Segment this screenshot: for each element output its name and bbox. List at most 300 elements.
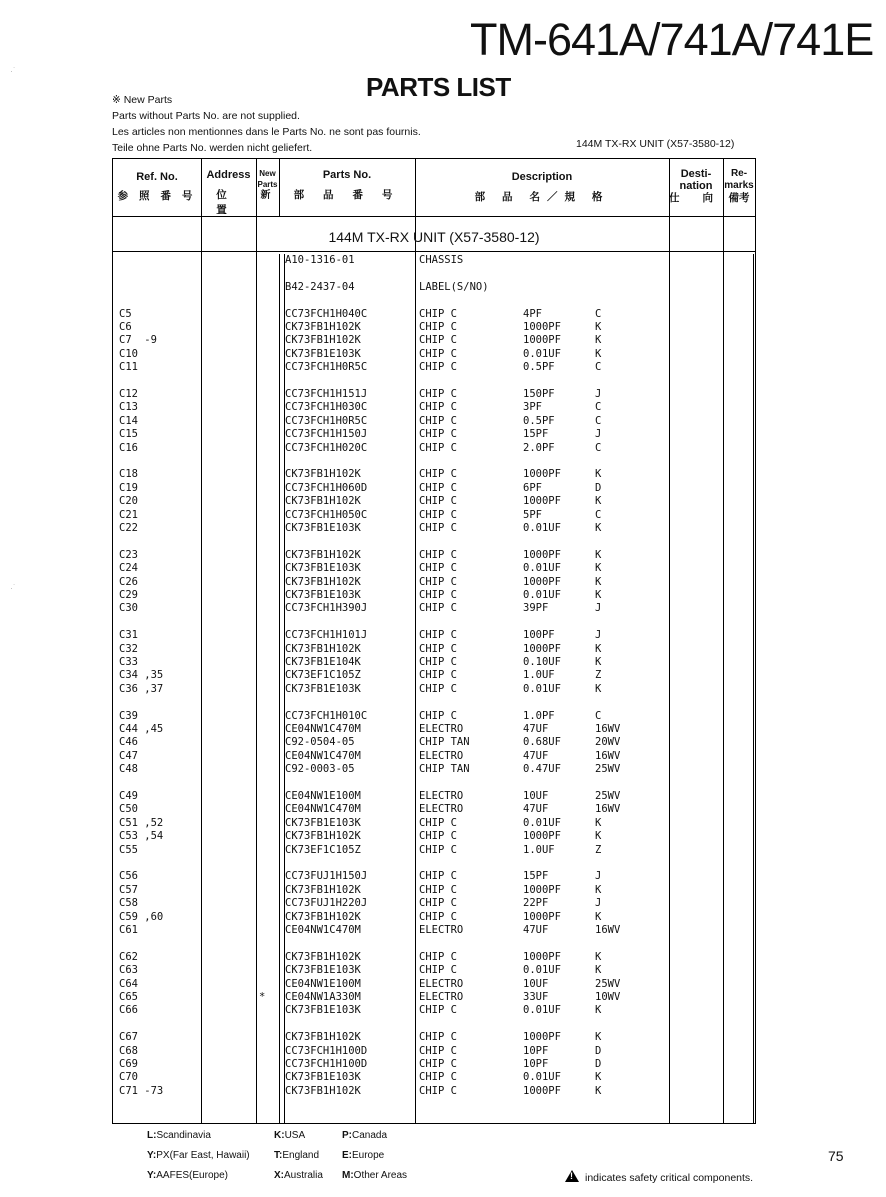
part-number-cell: CK73FB1H102K bbox=[285, 1031, 361, 1044]
rating-cell: K bbox=[595, 321, 602, 333]
rating-cell: 25WV bbox=[595, 790, 621, 802]
value-cell: 3PF bbox=[523, 401, 542, 414]
value-cell: 0.01UF bbox=[523, 562, 561, 575]
description-cell: CHIP C bbox=[419, 910, 457, 923]
legend-code: Y: bbox=[147, 1170, 157, 1181]
ref-cell: C69 bbox=[119, 1058, 138, 1070]
value-cell: 0.47UF bbox=[523, 763, 561, 776]
col-desc-label: Description bbox=[511, 171, 573, 183]
value-cell: 1000PF bbox=[523, 883, 561, 896]
description-cell: CHIP C bbox=[419, 830, 457, 843]
value-cell: 100PF bbox=[523, 629, 555, 642]
part-number-cell: CK73EF1C105Z bbox=[285, 843, 361, 856]
ref-cell: C36 ,37 bbox=[119, 682, 164, 695]
ref-cell: C49 bbox=[119, 790, 138, 802]
parts-table bbox=[112, 158, 756, 1124]
rating-cell: J bbox=[595, 602, 602, 615]
description-cell: CHIP C bbox=[419, 388, 457, 400]
legend-code: E: bbox=[342, 1150, 352, 1161]
col-ref-jp: 参 照 番 号 bbox=[117, 190, 197, 202]
value-cell: 1000PF bbox=[523, 334, 561, 347]
ref-cell: C57 bbox=[119, 883, 138, 896]
description-cell: CHIP C bbox=[419, 361, 457, 374]
note-new-parts: ※ New Parts bbox=[112, 94, 173, 106]
rating-cell: Z bbox=[595, 669, 602, 682]
table-row bbox=[113, 348, 755, 362]
table-row bbox=[113, 549, 755, 563]
ref-cell: C21 bbox=[119, 508, 138, 521]
ref-cell: C32 bbox=[119, 642, 138, 655]
value-cell: 33UF bbox=[523, 991, 549, 1003]
col-parts bbox=[279, 169, 415, 202]
ref-cell: C51 ,52 bbox=[119, 816, 164, 829]
table-row bbox=[113, 415, 755, 429]
part-number-cell: CE04NW1E100M bbox=[285, 977, 361, 990]
description-cell: CHIP C bbox=[419, 589, 457, 601]
legend-text: Scandinavia bbox=[156, 1130, 211, 1141]
table-row bbox=[113, 602, 755, 616]
part-number-cell: CC73FCH1H100D bbox=[285, 1058, 368, 1070]
rating-cell: K bbox=[595, 589, 602, 601]
ref-cell: C56 bbox=[119, 870, 138, 883]
note-de: Teile ohne Parts No. werden nicht geliefert. bbox=[112, 142, 313, 154]
value-cell: 1000PF bbox=[523, 575, 561, 588]
value-cell: 10PF bbox=[523, 1044, 549, 1057]
rating-cell: C bbox=[595, 709, 602, 722]
table-row bbox=[113, 281, 755, 295]
ref-cell: C31 bbox=[119, 629, 138, 642]
rating-cell: K bbox=[595, 950, 602, 963]
col-new-label: New Parts bbox=[257, 169, 278, 189]
part-number-cell: CK73FB1H102K bbox=[285, 1084, 361, 1097]
description-cell: CHIP C bbox=[419, 307, 457, 320]
table-row bbox=[113, 911, 755, 925]
rating-cell: K bbox=[595, 1004, 602, 1017]
ref-cell: C15 bbox=[119, 428, 138, 441]
notes-block bbox=[112, 92, 421, 156]
legend-item bbox=[274, 1130, 305, 1141]
part-number-cell: CC73FCH1H040C bbox=[285, 307, 368, 320]
value-cell: 0.01UF bbox=[523, 964, 561, 977]
ref-cell: C16 bbox=[119, 441, 138, 454]
table-row bbox=[113, 361, 755, 375]
col-parts-label: Parts No. bbox=[322, 169, 372, 181]
value-cell: 1000PF bbox=[523, 830, 561, 843]
description-cell: CHIP C bbox=[419, 495, 457, 508]
part-number-cell: CK73FB1H102K bbox=[285, 468, 361, 481]
description-cell: ELECTRO bbox=[419, 803, 464, 816]
value-cell: 5PF bbox=[523, 508, 542, 521]
table-row bbox=[113, 978, 755, 992]
description-cell: CHIP C bbox=[419, 950, 457, 963]
part-number-cell: CE04NW1E100M bbox=[285, 790, 361, 802]
legend-code: L: bbox=[147, 1130, 157, 1141]
rating-cell: K bbox=[595, 1031, 602, 1044]
description-cell: CHIP C bbox=[419, 870, 457, 883]
legend-item bbox=[274, 1170, 323, 1181]
part-number-cell: CK73FB1H102K bbox=[285, 548, 361, 561]
part-number-cell: CE04NW1C470M bbox=[285, 749, 361, 762]
description-cell: CHIP C bbox=[419, 682, 457, 695]
value-cell: 47UF bbox=[523, 924, 549, 936]
part-number-cell: CK73FB1E103K bbox=[285, 1004, 361, 1017]
legend-item bbox=[342, 1170, 407, 1181]
description-cell: CHIP C bbox=[419, 334, 457, 347]
table-row bbox=[113, 495, 755, 509]
description-cell: CHIP TAN bbox=[419, 736, 470, 749]
part-number-cell: CK73FB1E103K bbox=[285, 522, 361, 534]
part-number-cell: CC73FCH1H151J bbox=[285, 388, 368, 400]
legend-item bbox=[147, 1150, 250, 1161]
part-number-cell: CC73FCH1H060D bbox=[285, 481, 368, 494]
part-number-cell: CK73FB1E103K bbox=[285, 682, 361, 695]
rating-cell: C bbox=[595, 307, 602, 320]
rating-cell: 16WV bbox=[595, 924, 621, 936]
part-number-cell: CC73FCH1H100D bbox=[285, 1044, 368, 1057]
value-cell: 1000PF bbox=[523, 1084, 561, 1097]
table-row bbox=[113, 750, 755, 764]
rating-cell: K bbox=[595, 347, 602, 360]
model-title: TM-641A/741A/741E bbox=[470, 14, 874, 65]
ref-cell: C65 bbox=[119, 991, 138, 1003]
part-number-cell: CK73FB1E103K bbox=[285, 1071, 361, 1084]
col-remarks-jp: 備考 bbox=[728, 192, 750, 204]
part-number-cell: CC73FCH1H0R5C bbox=[285, 414, 368, 427]
description-cell: CHIP C bbox=[419, 401, 457, 414]
description-cell: CHIP C bbox=[419, 883, 457, 896]
value-cell: 47UF bbox=[523, 723, 549, 735]
description-cell: CHIP C bbox=[419, 1044, 457, 1057]
col-dest-jp: 仕 向 bbox=[669, 192, 723, 204]
ref-cell: C67 bbox=[119, 1031, 138, 1044]
rating-cell: D bbox=[595, 481, 602, 494]
description-cell: CHIP C bbox=[419, 428, 457, 441]
value-cell: 0.5PF bbox=[523, 414, 555, 427]
ref-cell: C24 bbox=[119, 562, 138, 575]
page-title: PARTS LIST bbox=[366, 72, 511, 102]
table-row bbox=[113, 442, 755, 456]
note-fr: Les articles non mentionnes dans le Parts No. ne sont pas fournis. bbox=[112, 126, 421, 138]
table-row bbox=[113, 482, 755, 496]
ref-cell: C14 bbox=[119, 414, 138, 427]
value-cell: 0.01UF bbox=[523, 347, 561, 360]
table-row bbox=[113, 1085, 755, 1099]
table-row bbox=[113, 964, 755, 978]
ref-cell: C19 bbox=[119, 481, 138, 494]
part-number-cell: CK73FB1H102K bbox=[285, 495, 361, 508]
table-row bbox=[113, 428, 755, 442]
part-number-cell: CC73FCH1H030C bbox=[285, 401, 368, 414]
ref-cell: C29 bbox=[119, 589, 138, 601]
legend-item bbox=[147, 1170, 228, 1181]
part-number-cell: CC73FCH1H050C bbox=[285, 508, 368, 521]
part-number-cell: CE04NW1C470M bbox=[285, 723, 361, 735]
ref-cell: C20 bbox=[119, 495, 138, 508]
value-cell: 10UF bbox=[523, 977, 549, 990]
rating-cell: Z bbox=[595, 843, 602, 856]
note-en: Parts without Parts No. are not supplied. bbox=[112, 110, 300, 122]
value-cell: 0.10UF bbox=[523, 656, 561, 668]
part-number-cell: CC73FCH1H390J bbox=[285, 602, 368, 615]
legend-text: Canada bbox=[352, 1130, 388, 1141]
rating-cell: 16WV bbox=[595, 749, 621, 762]
rating-cell: 25WV bbox=[595, 763, 621, 776]
part-number-cell: CE04NW1C470M bbox=[285, 803, 361, 816]
table-row bbox=[113, 562, 755, 576]
ref-cell: C44 ,45 bbox=[119, 723, 164, 735]
ref-cell: C70 bbox=[119, 1071, 138, 1084]
legend-text: Europe bbox=[352, 1150, 385, 1161]
description-cell: ELECTRO bbox=[419, 749, 464, 762]
part-number-cell: A10-1316-01 bbox=[285, 254, 355, 266]
rating-cell: C bbox=[595, 508, 602, 521]
ref-cell: C5 bbox=[119, 307, 132, 320]
ref-cell: C63 bbox=[119, 964, 138, 977]
legend-code: P: bbox=[342, 1130, 352, 1141]
description-cell: CHIP C bbox=[419, 843, 457, 856]
rating-cell: J bbox=[595, 428, 602, 441]
table-row bbox=[113, 509, 755, 523]
ref-cell: C66 bbox=[119, 1004, 138, 1017]
value-cell: 39PF bbox=[523, 602, 549, 615]
description-cell: CHIP C bbox=[419, 321, 457, 333]
col-address bbox=[201, 169, 256, 217]
value-cell: 4PF bbox=[523, 307, 542, 320]
value-cell: 0.01UF bbox=[523, 589, 561, 601]
legend-item bbox=[342, 1150, 384, 1161]
col-remarks bbox=[723, 168, 755, 204]
table-row bbox=[113, 763, 755, 777]
table-row bbox=[113, 401, 755, 415]
table-row bbox=[113, 723, 755, 737]
rating-cell: K bbox=[595, 495, 602, 508]
table-row bbox=[113, 951, 755, 965]
description-cell: CHIP C bbox=[419, 562, 457, 575]
col-address-label: Address bbox=[206, 169, 251, 181]
ref-cell: C22 bbox=[119, 522, 138, 534]
ref-cell: C33 bbox=[119, 656, 138, 668]
part-number-cell: CK73FB1H102K bbox=[285, 642, 361, 655]
description-cell: CHIP C bbox=[419, 656, 457, 668]
col-desc-jp: 部 品 名／規 格 bbox=[474, 191, 610, 203]
ref-cell: C23 bbox=[119, 548, 138, 561]
table-row bbox=[113, 710, 755, 724]
rating-cell: 20WV bbox=[595, 736, 621, 749]
ref-cell: C34 ,35 bbox=[119, 669, 164, 682]
safety-note-text: indicates safety critical components. bbox=[585, 1172, 754, 1184]
ref-cell: C48 bbox=[119, 763, 138, 776]
rating-cell: K bbox=[595, 883, 602, 896]
col-desc bbox=[415, 171, 669, 204]
rating-cell: K bbox=[595, 830, 602, 843]
ref-cell: C55 bbox=[119, 843, 138, 856]
col-address-jp: 位 置 bbox=[216, 189, 241, 216]
unit-title: 144M TX-RX UNIT (X57-3580-12) bbox=[328, 229, 540, 245]
description-cell: CHIP C bbox=[419, 441, 457, 454]
ref-cell: C13 bbox=[119, 401, 138, 414]
description-cell: CHIP C bbox=[419, 468, 457, 481]
part-number-cell: CK73FB1H102K bbox=[285, 883, 361, 896]
ref-cell: C58 bbox=[119, 897, 138, 910]
value-cell: 0.01UF bbox=[523, 522, 561, 534]
ref-cell: C50 bbox=[119, 803, 138, 816]
page-number: 75 bbox=[828, 1148, 844, 1164]
rating-cell: C bbox=[595, 401, 602, 414]
ref-cell: C47 bbox=[119, 749, 138, 762]
description-cell: CHASSIS bbox=[419, 254, 464, 266]
table-row bbox=[113, 321, 755, 335]
value-cell: 0.01UF bbox=[523, 1071, 561, 1084]
rating-cell: K bbox=[595, 562, 602, 575]
description-cell: CHIP C bbox=[419, 1031, 457, 1044]
part-number-cell: CK73FB1E103K bbox=[285, 562, 361, 575]
description-cell: CHIP C bbox=[419, 1071, 457, 1084]
description-cell: CHIP C bbox=[419, 602, 457, 615]
table-row bbox=[113, 669, 755, 683]
part-number-cell: CK73FB1E104K bbox=[285, 656, 361, 668]
table-row bbox=[113, 576, 755, 590]
rating-cell: 16WV bbox=[595, 723, 621, 735]
description-cell: CHIP C bbox=[419, 897, 457, 910]
new-parts-cell: * bbox=[259, 991, 266, 1003]
rating-cell: J bbox=[595, 870, 602, 883]
description-cell: ELECTRO bbox=[419, 723, 464, 735]
legend-code: M: bbox=[342, 1170, 354, 1181]
rating-cell: K bbox=[595, 522, 602, 534]
description-cell: CHIP C bbox=[419, 1004, 457, 1017]
value-cell: 1.0UF bbox=[523, 669, 555, 682]
part-number-cell: CK73FB1E103K bbox=[285, 589, 361, 601]
value-cell: 1000PF bbox=[523, 1031, 561, 1044]
value-cell: 1000PF bbox=[523, 950, 561, 963]
table-row bbox=[113, 1071, 755, 1085]
description-cell: CHIP C bbox=[419, 508, 457, 521]
rating-cell: K bbox=[595, 642, 602, 655]
legend-item bbox=[342, 1130, 387, 1141]
rating-cell: K bbox=[595, 964, 602, 977]
table-row bbox=[113, 790, 755, 804]
description-cell: CHIP C bbox=[419, 414, 457, 427]
ref-cell: C11 bbox=[119, 361, 138, 374]
value-cell: 15PF bbox=[523, 870, 549, 883]
unit-reference: 144M TX-RX UNIT (X57-3580-12) bbox=[576, 138, 735, 150]
part-number-cell: B42-2437-04 bbox=[285, 280, 355, 293]
description-cell: ELECTRO bbox=[419, 924, 464, 936]
table-row bbox=[113, 468, 755, 482]
description-cell: CHIP C bbox=[419, 1058, 457, 1070]
value-cell: 10PF bbox=[523, 1058, 549, 1070]
ref-cell: C53 ,54 bbox=[119, 830, 164, 843]
description-cell: CHIP C bbox=[419, 481, 457, 494]
value-cell: 150PF bbox=[523, 388, 555, 400]
col-dest-label: Desti- nation bbox=[679, 168, 713, 192]
rating-cell: K bbox=[595, 548, 602, 561]
ref-cell: C64 bbox=[119, 977, 138, 990]
part-number-cell: CE04NW1A330M bbox=[285, 991, 361, 1003]
rating-cell: K bbox=[595, 1071, 602, 1084]
value-cell: 1000PF bbox=[523, 548, 561, 561]
description-cell: LABEL(S/NO) bbox=[419, 280, 489, 293]
part-number-cell: CK73FB1H102K bbox=[285, 575, 361, 588]
part-number-cell: CK73FB1H102K bbox=[285, 334, 361, 347]
value-cell: 47UF bbox=[523, 803, 549, 816]
ref-cell: C12 bbox=[119, 388, 138, 400]
value-cell: 1000PF bbox=[523, 642, 561, 655]
rating-cell: K bbox=[595, 1084, 602, 1097]
part-number-cell: CE04NW1C470M bbox=[285, 924, 361, 936]
col-remarks-label: Re- marks bbox=[724, 168, 754, 191]
part-number-cell: CK73FB1H102K bbox=[285, 910, 361, 923]
ref-cell: C68 bbox=[119, 1044, 138, 1057]
table-row bbox=[113, 884, 755, 898]
description-cell: CHIP C bbox=[419, 669, 457, 682]
description-cell: CHIP C bbox=[419, 816, 457, 829]
table-row bbox=[113, 589, 755, 603]
ref-cell: C18 bbox=[119, 468, 138, 481]
rating-cell: 25WV bbox=[595, 977, 621, 990]
col-new bbox=[256, 168, 279, 201]
table-row bbox=[113, 803, 755, 817]
table-row bbox=[113, 1045, 755, 1059]
rating-cell: K bbox=[595, 575, 602, 588]
description-cell: CHIP C bbox=[419, 964, 457, 977]
col-ref-label: Ref. No. bbox=[136, 171, 178, 183]
legend-text: AAFES(Europe) bbox=[156, 1170, 228, 1181]
description-cell: ELECTRO bbox=[419, 991, 464, 1003]
description-cell: CHIP C bbox=[419, 575, 457, 588]
legend-item bbox=[274, 1150, 319, 1161]
part-number-cell: CK73FB1H102K bbox=[285, 950, 361, 963]
table-row bbox=[113, 736, 755, 750]
rating-cell: K bbox=[595, 468, 602, 481]
table-row bbox=[113, 254, 755, 268]
part-number-cell: CK73EF1C105Z bbox=[285, 669, 361, 682]
rating-cell: K bbox=[595, 656, 602, 668]
table-row bbox=[113, 656, 755, 670]
value-cell: 15PF bbox=[523, 428, 549, 441]
ref-cell: C30 bbox=[119, 602, 138, 615]
table-row bbox=[113, 897, 755, 911]
ref-cell: C61 bbox=[119, 924, 138, 936]
value-cell: 10UF bbox=[523, 790, 549, 802]
value-cell: 0.01UF bbox=[523, 1004, 561, 1017]
scan-speck: ·˙ bbox=[10, 66, 16, 76]
table-row bbox=[113, 830, 755, 844]
col-new-jp: 新 bbox=[260, 190, 275, 201]
legend-code: Y: bbox=[147, 1150, 157, 1161]
ref-cell: C62 bbox=[119, 950, 138, 963]
part-number-cell: CK73FB1E103K bbox=[285, 347, 361, 360]
part-number-cell: CC73FCH1H0R5C bbox=[285, 361, 368, 374]
value-cell: 1.0PF bbox=[523, 709, 555, 722]
rating-cell: 10WV bbox=[595, 991, 621, 1003]
value-cell: 0.01UF bbox=[523, 816, 561, 829]
rating-cell: D bbox=[595, 1044, 602, 1057]
rating-cell: C bbox=[595, 414, 602, 427]
value-cell: 1000PF bbox=[523, 468, 561, 481]
rating-cell: K bbox=[595, 910, 602, 923]
legend-code: T: bbox=[274, 1150, 283, 1161]
part-number-cell: C92-0504-05 bbox=[285, 736, 355, 749]
value-cell: 2.0PF bbox=[523, 441, 555, 454]
part-number-cell: CC73FCH1H101J bbox=[285, 629, 368, 642]
legend-code: X: bbox=[274, 1170, 284, 1181]
col-parts-jp: 部 品 番 号 bbox=[293, 189, 401, 201]
table-row bbox=[113, 844, 755, 858]
description-cell: CHIP C bbox=[419, 709, 457, 722]
value-cell: 0.5PF bbox=[523, 361, 555, 374]
value-cell: 22PF bbox=[523, 897, 549, 910]
